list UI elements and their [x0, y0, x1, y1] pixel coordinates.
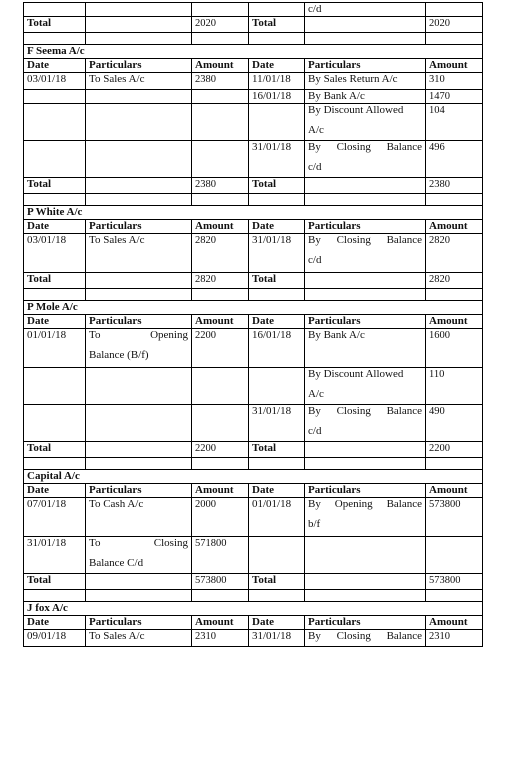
amount-cell: 2310: [426, 630, 483, 647]
column-header-date: Date: [24, 59, 86, 73]
amount-cell: 2820: [426, 273, 483, 289]
column-header-particulars: Particulars: [305, 616, 426, 630]
column-header-amount: Amount: [192, 315, 249, 329]
total-row: [24, 17, 483, 33]
total-row: [24, 178, 483, 194]
particulars-line: To Closing: [89, 537, 188, 549]
total-label: Total: [249, 273, 305, 289]
column-header-date: Date: [249, 616, 305, 630]
column-header-particulars: Particulars: [86, 315, 192, 329]
header-row: [24, 484, 483, 498]
column-header-amount: Amount: [426, 484, 483, 498]
particulars-line: c/d: [308, 425, 322, 437]
table-row: [24, 498, 483, 537]
amount-cell: 2200: [426, 442, 483, 458]
spacer-row: [24, 458, 483, 470]
date-cell: 31/01/18: [249, 141, 305, 178]
particulars-line: By Discount Allowed: [308, 368, 404, 380]
date-cell: 31/01/18: [249, 630, 305, 647]
particulars-cell: [86, 329, 192, 368]
total-label: Total: [24, 17, 86, 33]
particulars-line: By Opening Balance: [308, 498, 422, 510]
particulars-cell: [305, 104, 426, 141]
amount-cell: 2000: [192, 498, 249, 537]
column-header-particulars: Particulars: [305, 59, 426, 73]
particulars-cell: To Sales A/c: [86, 234, 192, 273]
amount-cell: 2380: [426, 178, 483, 194]
date-cell: 09/01/18: [24, 630, 86, 647]
particulars-cell: By Bank A/c: [305, 90, 426, 104]
particulars-cell: [305, 141, 426, 178]
particulars-line: To Opening: [89, 329, 188, 341]
amount-cell: 1600: [426, 329, 483, 368]
column-header-date: Date: [249, 220, 305, 234]
date-cell: 11/01/18: [249, 73, 305, 90]
account-title: P White A/c: [24, 206, 483, 220]
particulars-line: c/d: [308, 254, 322, 266]
table-row: [24, 234, 483, 273]
date-cell: 16/01/18: [249, 90, 305, 104]
particulars-cell: To Sales A/c: [86, 630, 192, 647]
particulars-line: c/d: [308, 161, 322, 173]
account-title-row: [24, 206, 483, 220]
column-header-amount: Amount: [426, 315, 483, 329]
particulars-cell: To Sales A/c: [86, 73, 192, 90]
date-cell: 03/01/18: [24, 73, 86, 90]
total-label: Total: [249, 574, 305, 590]
date-cell: 01/01/18: [24, 329, 86, 368]
header-row: [24, 616, 483, 630]
particulars-cell: [305, 368, 426, 405]
particulars-line: By Discount Allowed: [308, 104, 404, 116]
amount-cell: 2200: [192, 442, 249, 458]
particulars-line: Balance (B/f): [89, 349, 149, 361]
column-header-particulars: Particulars: [305, 220, 426, 234]
table-row: [24, 104, 483, 141]
amount-cell: 2020: [192, 17, 249, 33]
total-row: [24, 442, 483, 458]
table-row: [24, 90, 483, 104]
total-row: [24, 574, 483, 590]
total-label: Total: [24, 178, 86, 194]
particulars-cell: By Bank A/c: [305, 329, 426, 368]
date-cell: 31/01/18: [24, 537, 86, 574]
header-row: [24, 59, 483, 73]
particulars-cell: By Sales Return A/c: [305, 73, 426, 90]
amount-cell: 571800: [192, 537, 249, 574]
column-header-amount: Amount: [192, 484, 249, 498]
particulars-line: b/f: [308, 518, 321, 530]
column-header-amount: Amount: [192, 616, 249, 630]
amount-cell: 104: [426, 104, 483, 141]
column-header-date: Date: [249, 315, 305, 329]
column-header-date: Date: [249, 484, 305, 498]
account-title-row: [24, 45, 483, 59]
particulars-line: By Closing Balance: [308, 234, 422, 246]
account-title: J fox A/c: [24, 602, 483, 616]
column-header-particulars: Particulars: [86, 616, 192, 630]
particulars-cell: [305, 234, 426, 273]
table-row: [24, 329, 483, 368]
table-row: [24, 630, 483, 647]
account-title: P Mole A/c: [24, 301, 483, 315]
table-row: [24, 141, 483, 178]
date-cell: 31/01/18: [249, 405, 305, 442]
total-label: Total: [24, 574, 86, 590]
column-header-amount: Amount: [192, 59, 249, 73]
spacer-row: [24, 289, 483, 301]
date-cell: 31/01/18: [249, 234, 305, 273]
account-title: F Seema A/c: [24, 45, 483, 59]
ledger-table: [23, 2, 483, 647]
particulars-cell: To Cash A/c: [86, 498, 192, 537]
particulars-line: A/c: [308, 388, 324, 400]
amount-cell: 2820: [426, 234, 483, 273]
date-cell: 01/01/18: [249, 498, 305, 537]
column-header-date: Date: [24, 220, 86, 234]
amount-cell: 490: [426, 405, 483, 442]
amount-cell: 110: [426, 368, 483, 405]
amount-cell: 2310: [192, 630, 249, 647]
particulars-line: By Closing Balance: [308, 405, 422, 417]
column-header-date: Date: [24, 315, 86, 329]
table-row: [24, 73, 483, 90]
column-header-date: Date: [249, 59, 305, 73]
spacer-row: [24, 194, 483, 206]
spacer-row: [24, 33, 483, 45]
particulars-cell: By Closing Balance: [305, 630, 426, 647]
amount-cell: 2020: [426, 17, 483, 33]
table-row: [24, 537, 483, 574]
date-cell: 03/01/18: [24, 234, 86, 273]
amount-cell: 573800: [426, 498, 483, 537]
date-cell: [249, 104, 305, 141]
account-title: Capital A/c: [24, 470, 483, 484]
particulars-line: A/c: [308, 124, 324, 136]
amount-cell: 2380: [192, 73, 249, 90]
table-row: [24, 405, 483, 442]
column-header-particulars: Particulars: [86, 220, 192, 234]
date-cell: 16/01/18: [249, 329, 305, 368]
amount-cell: 2200: [192, 329, 249, 368]
column-header-particulars: Particulars: [305, 484, 426, 498]
account-title-row: [24, 470, 483, 484]
particulars-cell: [86, 537, 192, 574]
amount-cell: 1470: [426, 90, 483, 104]
particulars-cell: [305, 498, 426, 537]
total-label: Total: [249, 442, 305, 458]
column-header-particulars: Particulars: [305, 315, 426, 329]
column-header-particulars: Particulars: [86, 484, 192, 498]
total-label: Total: [24, 442, 86, 458]
particulars-cell: c/d: [305, 3, 426, 17]
column-header-date: Date: [24, 484, 86, 498]
column-header-amount: Amount: [426, 59, 483, 73]
amount-cell: 573800: [192, 574, 249, 590]
date-cell: 07/01/18: [24, 498, 86, 537]
total-label: Total: [249, 17, 305, 33]
header-row: [24, 315, 483, 329]
amount-cell: 2380: [192, 178, 249, 194]
amount-cell: 2820: [192, 273, 249, 289]
total-label: Total: [249, 178, 305, 194]
amount-cell: 496: [426, 141, 483, 178]
date-cell: [249, 368, 305, 405]
column-header-amount: Amount: [192, 220, 249, 234]
account-title-row: [24, 301, 483, 315]
total-label: Total: [24, 273, 86, 289]
particulars-cell: [305, 405, 426, 442]
account-title-row: [24, 602, 483, 616]
header-row: [24, 220, 483, 234]
amount-cell: 310: [426, 73, 483, 90]
column-header-amount: Amount: [426, 220, 483, 234]
table-row: [24, 368, 483, 405]
particulars-line: Balance C/d: [89, 557, 144, 569]
amount-cell: 573800: [426, 574, 483, 590]
amount-cell: 2820: [192, 234, 249, 273]
table-row: [24, 3, 483, 17]
column-header-particulars: Particulars: [86, 59, 192, 73]
particulars-line: By Closing Balance: [308, 141, 422, 153]
column-header-date: Date: [24, 616, 86, 630]
total-row: [24, 273, 483, 289]
spacer-row: [24, 590, 483, 602]
column-header-amount: Amount: [426, 616, 483, 630]
